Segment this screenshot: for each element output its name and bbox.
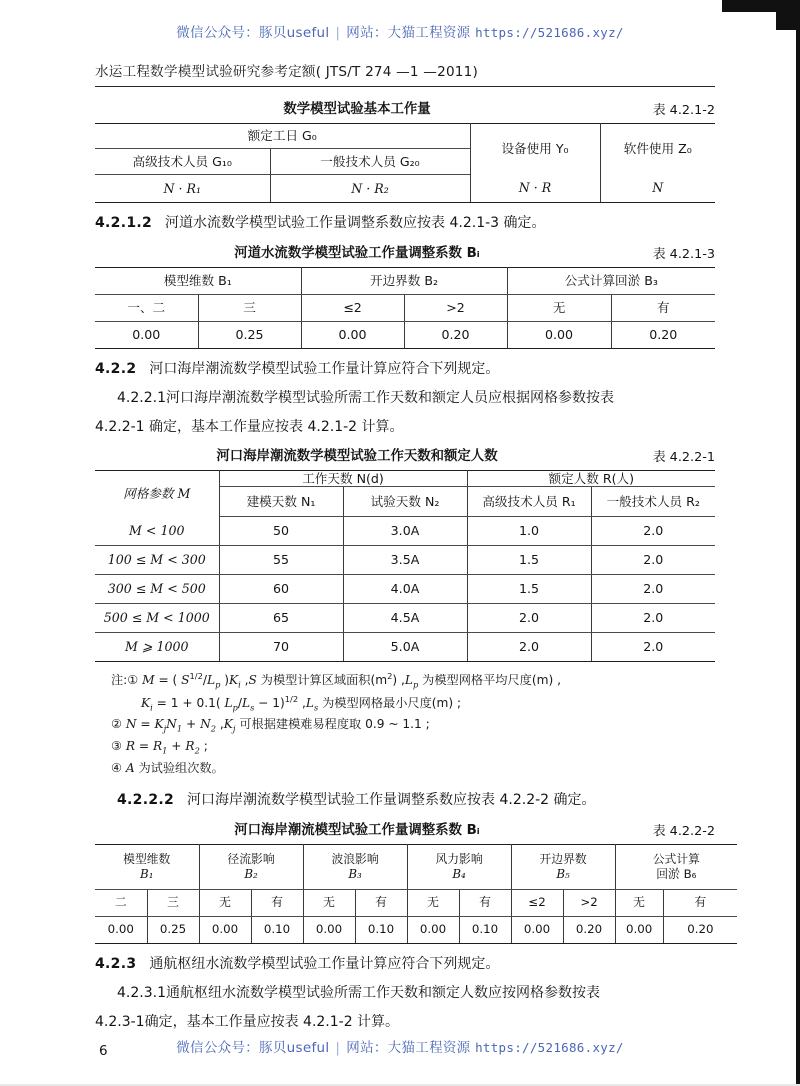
table-422-1-row4-param: M ⩾ 1000 [95, 632, 219, 661]
table-caption-422-2 [95, 819, 715, 840]
table-422-2-value-8: 0.00 [511, 916, 563, 943]
clause-4222 [95, 789, 715, 812]
table-row [95, 124, 715, 149]
note-line-5: ④ A 为试验组次数。 [111, 760, 224, 775]
table-422-1 [95, 470, 715, 662]
table-422-1-row3-r1: 2.0 [467, 603, 591, 632]
clause-4221-line2: 4.2.2-1 确定，基本工作量应按表 4.2.1-2 计算。 [95, 419, 404, 436]
table-title-421-3: 河道水流数学模型试验工作量调整系数 Bᵢ [234, 245, 480, 261]
watermark-site-label: 网站：大猫工程资源 [346, 25, 471, 41]
table-421-3-sub-5: 有 [611, 294, 715, 321]
table-422-1-row1-n1: 55 [219, 545, 343, 574]
table-422-1-sub-3: 一般技术人员 R₂ [591, 487, 715, 517]
table-421-2-value-software: N [600, 175, 715, 203]
table-422-2-value-2: 0.00 [199, 916, 251, 943]
table-421-2-header-senior: 高级技术人员 G₁₀ [95, 149, 270, 175]
note-line-2: $K_i = 1 + 0.1$( $L_p/L_s - 1)^{1/2}$ $,L_s$ 为模型网格最小尺度(m) ; [141, 693, 462, 713]
table-422-1-row4-n1: 70 [219, 632, 343, 661]
table-422-1-row0-r1: 1.0 [467, 517, 591, 546]
clause-423-number: 4.2.3 [95, 955, 137, 972]
table-number-422-1: 表 4.2.2-1 [652, 449, 715, 465]
table-421-3-group-header-0: 模型维数 B₁ [95, 267, 301, 294]
watermark-bottom [0, 1036, 800, 1056]
table-422-2-sub-5: 有 [355, 889, 407, 916]
table-422-1-row0-param: M < 100 [95, 517, 219, 546]
table-422-1-row2-param: 300 ≤ M < 500 [95, 574, 219, 603]
table-caption-421-3 [95, 242, 715, 263]
table-title-421-2: 数学模型试验基本工作量 [283, 102, 431, 117]
table-row [95, 545, 715, 574]
table-422-2-group-name-4: 开边界数 [539, 851, 587, 866]
watermark-wechat-label: 微信公众号：豚贝useful [176, 25, 330, 41]
table-421-2-value-senior: N · R₁ [95, 175, 270, 203]
table-row [95, 889, 737, 916]
table-421-2-header-equipment: 设备使用 Y₀ [470, 124, 600, 175]
watermark-url: https://521686.xyz/ [475, 25, 624, 40]
running-head: 水运工程数学模型试验研究参考定额( JTS/T 274 —1 —2011) [95, 64, 478, 80]
table-422-2-value-4: 0.00 [303, 916, 355, 943]
table-422-2-group-header-4 [511, 844, 615, 889]
table-422-2-group-name-3: 风力影响 [435, 851, 483, 866]
table-422-1-row4-r1: 2.0 [467, 632, 591, 661]
table-row [95, 175, 715, 203]
table-421-3-value-1: 0.25 [198, 321, 301, 348]
table-422-2-sub-10: 无 [615, 889, 663, 916]
table-422-1-row3-r2: 2.0 [591, 603, 715, 632]
watermark-top [0, 21, 800, 41]
table-422-1-group-header-0: 工作天数 N(d) [219, 470, 467, 487]
clause-4221-text-line1: 河口海岸潮流数学模型试验所需工作天数和额定人员应根据网格参数按表 [165, 390, 614, 407]
watermark-separator-bottom: | [335, 1040, 341, 1056]
table-422-2-group-sym-4: B₅ [556, 866, 570, 881]
table-422-1-row3-n2: 4.5A [343, 603, 467, 632]
watermark-wechat-label-bottom: 微信公众号：豚贝useful [176, 1040, 330, 1056]
table-422-2-group-header-0 [95, 844, 199, 889]
table-422-1-row0-n2: 3.0A [343, 517, 467, 546]
table-422-2-group-header-1 [199, 844, 303, 889]
table-row [95, 294, 715, 321]
table-title-422-2: 河口海岸潮流模型试验工作量调整系数 Bᵢ [234, 822, 480, 838]
table-422-2-group-header-2 [303, 844, 407, 889]
table-422-2-value-1: 0.25 [147, 916, 199, 943]
table-number-421-3: 表 4.2.1-3 [652, 246, 715, 262]
page-content [95, 60, 715, 1059]
clause-422 [95, 358, 715, 381]
note-line-3: ② $N = K_jN_1 + N_2$ $,K_j$ 可根据建模难易程度取 0.9 ~ 1.1 ; [111, 717, 430, 734]
watermark-url-bottom: https://521686.xyz/ [475, 1040, 624, 1055]
clause-4212-text: 河道水流数学模型试验工作量调整系数应按表 4.2.1-3 确定。 [165, 215, 546, 231]
table-422-2-value-11: 0.20 [663, 916, 737, 943]
table-422-2-value-7: 0.10 [459, 916, 511, 943]
table-title-422-1: 河口海岸潮流数学模型试验工作天数和额定人数 [216, 448, 498, 464]
clause-4231-text-line1: 通航枢纽水流数学模型试验所需工作天数和额定人数应按网格参数按表 [165, 985, 600, 1002]
table-421-3-value-2: 0.00 [301, 321, 404, 348]
table-422-1-row1-r2: 2.0 [591, 545, 715, 574]
table-422-2-sub-4: 无 [303, 889, 355, 916]
table-421-3-value-3: 0.20 [404, 321, 507, 348]
table-422-2-sub-0: 二 [95, 889, 147, 916]
clause-4221-number: 4.2.2.1 [117, 390, 166, 407]
table-422-2-group-header-5 [615, 844, 737, 889]
table-421-3-value-5: 0.20 [611, 321, 715, 348]
table-422-1-row1-n2: 3.5A [343, 545, 467, 574]
table-422-1-sub-2: 高级技术人员 R₁ [467, 487, 591, 517]
table-422-2-sub-2: 无 [199, 889, 251, 916]
table-422-1-group-header-1: 额定人数 R(人) [467, 470, 715, 487]
table-422-2-group-sym-5: 回淤 B₆ [656, 866, 697, 881]
table-421-3-value-0: 0.00 [95, 321, 198, 348]
clause-4212 [95, 212, 715, 235]
table-number-422-2: 表 4.2.2-2 [652, 823, 715, 839]
table-422-2-group-name-1: 径流影响 [227, 851, 275, 866]
table-421-3-sub-3: >2 [404, 294, 507, 321]
table-422-2-value-3: 0.10 [251, 916, 303, 943]
table-421-3-group-header-2: 公式计算回淤 B₃ [507, 267, 715, 294]
table-422-2-group-sym-1: B₂ [244, 866, 258, 881]
table-number-421-2: 表 4.2.1-2 [652, 103, 715, 118]
table-422-1-col0-header: 网格参数 M [95, 470, 219, 517]
table-421-2 [95, 123, 715, 203]
table-row [95, 267, 715, 294]
table-row [95, 916, 737, 943]
note-line-1: 注:① M = ( $S^{1/2}/L_p$ )$K_i$ ,S 为模型计算区域面积$(m^2)$ $,L_p$ 为模型网格平均尺度(m) , [111, 670, 561, 690]
table-row [95, 603, 715, 632]
running-head-rule [95, 86, 715, 87]
table-422-1-row4-r2: 2.0 [591, 632, 715, 661]
clause-4231-line2: 4.2.3-1确定，基本工作量应按表 4.2.1-2 计算。 [95, 1013, 400, 1030]
table-422-2-group-sym-3: B₄ [452, 866, 466, 881]
table-422-1-row0-r2: 2.0 [591, 517, 715, 546]
table-422-1-row4-n2: 5.0A [343, 632, 467, 661]
note-line-4: ③ $R = R_1 + R_2$ ; [111, 739, 208, 756]
table-422-1-row2-n2: 4.0A [343, 574, 467, 603]
table-422-2-value-9: 0.20 [563, 916, 615, 943]
clause-423-text: 通航枢纽水流数学模型试验工作量计算应符合下列规定。 [149, 955, 500, 972]
table-422-2-value-6: 0.00 [407, 916, 459, 943]
table-422-2-sub-11: 有 [663, 889, 737, 916]
table-422-1-notes [111, 669, 715, 779]
clause-422-text: 河口海岸潮流数学模型试验工作量计算应符合下列规定。 [149, 360, 500, 377]
table-422-2-group-name-5: 公式计算 [652, 851, 700, 866]
table-422-1-row0-n1: 50 [219, 517, 343, 546]
table-caption-422-1 [95, 445, 715, 466]
table-row [95, 517, 715, 546]
clause-4222-number: 4.2.2.2 [117, 791, 175, 808]
table-422-2-value-10: 0.00 [615, 916, 663, 943]
table-422-2-sub-1: 三 [147, 889, 199, 916]
table-422-1-row1-r1: 1.5 [467, 545, 591, 574]
table-421-2-group-header: 额定工日 G₀ [95, 124, 470, 149]
table-422-2-group-name-2: 波浪影响 [331, 851, 379, 866]
table-422-1-sub-1: 试验天数 N₂ [343, 487, 467, 517]
table-421-3-value-4: 0.00 [507, 321, 611, 348]
clause-4222-text: 河口海岸潮流数学模型试验工作量调整系数应按表 4.2.2-2 确定。 [187, 791, 596, 808]
clause-422-number: 4.2.2 [95, 360, 137, 377]
table-row [95, 632, 715, 661]
table-421-3 [95, 267, 715, 349]
table-row [95, 470, 715, 487]
table-422-2-sub-7: 有 [459, 889, 511, 916]
table-422-2-sub-6: 无 [407, 889, 459, 916]
table-421-2-value-general: N · R₂ [270, 175, 470, 203]
table-422-2 [95, 844, 737, 944]
table-422-2-sub-8: ≤2 [511, 889, 563, 916]
table-422-2-value-5: 0.10 [355, 916, 407, 943]
table-422-1-row1-param: 100 ≤ M < 300 [95, 545, 219, 574]
table-421-2-header-software: 软件使用 Z₀ [600, 124, 715, 175]
table-422-2-group-sym-2: B₃ [348, 866, 362, 881]
table-422-2-group-name-0: 模型维数 [123, 851, 171, 866]
table-421-2-header-general: 一般技术人员 G₂₀ [270, 149, 470, 175]
page-number: 6 [99, 1042, 108, 1059]
table-421-3-sub-4: 无 [507, 294, 611, 321]
clause-4231-number: 4.2.3.1 [117, 985, 166, 1002]
table-421-2-value-equipment: N · R [470, 175, 600, 203]
table-422-2-sub-3: 有 [251, 889, 303, 916]
scan-edge-artifact-right [796, 0, 800, 1086]
table-422-2-group-sym-0: B₁ [140, 866, 154, 881]
table-row [95, 574, 715, 603]
table-421-3-group-header-1: 开边界数 B₂ [301, 267, 507, 294]
table-422-1-row2-r1: 1.5 [467, 574, 591, 603]
watermark-site-label-bottom: 网站：大猫工程资源 [346, 1040, 471, 1056]
table-421-3-sub-1: 三 [198, 294, 301, 321]
table-422-2-value-0: 0.00 [95, 916, 147, 943]
table-422-1-sub-0: 建模天数 N₁ [219, 487, 343, 517]
table-422-1-row2-r2: 2.0 [591, 574, 715, 603]
table-422-1-row2-n1: 60 [219, 574, 343, 603]
table-row [95, 321, 715, 348]
watermark-separator: | [335, 25, 341, 41]
clause-4221-line1 [95, 387, 715, 410]
table-422-2-group-header-3 [407, 844, 511, 889]
table-caption-421-2 [95, 98, 715, 119]
table-422-2-sub-9: >2 [563, 889, 615, 916]
table-422-1-row3-n1: 65 [219, 603, 343, 632]
table-row [95, 844, 737, 889]
table-422-1-row3-param: 500 ≤ M < 1000 [95, 603, 219, 632]
clause-4212-number: 4.2.1.2 [95, 215, 153, 231]
table-421-3-sub-2: ≤2 [301, 294, 404, 321]
table-421-3-sub-0: 一、二 [95, 294, 198, 321]
clause-4231-line1 [95, 982, 715, 1005]
clause-423 [95, 953, 715, 976]
